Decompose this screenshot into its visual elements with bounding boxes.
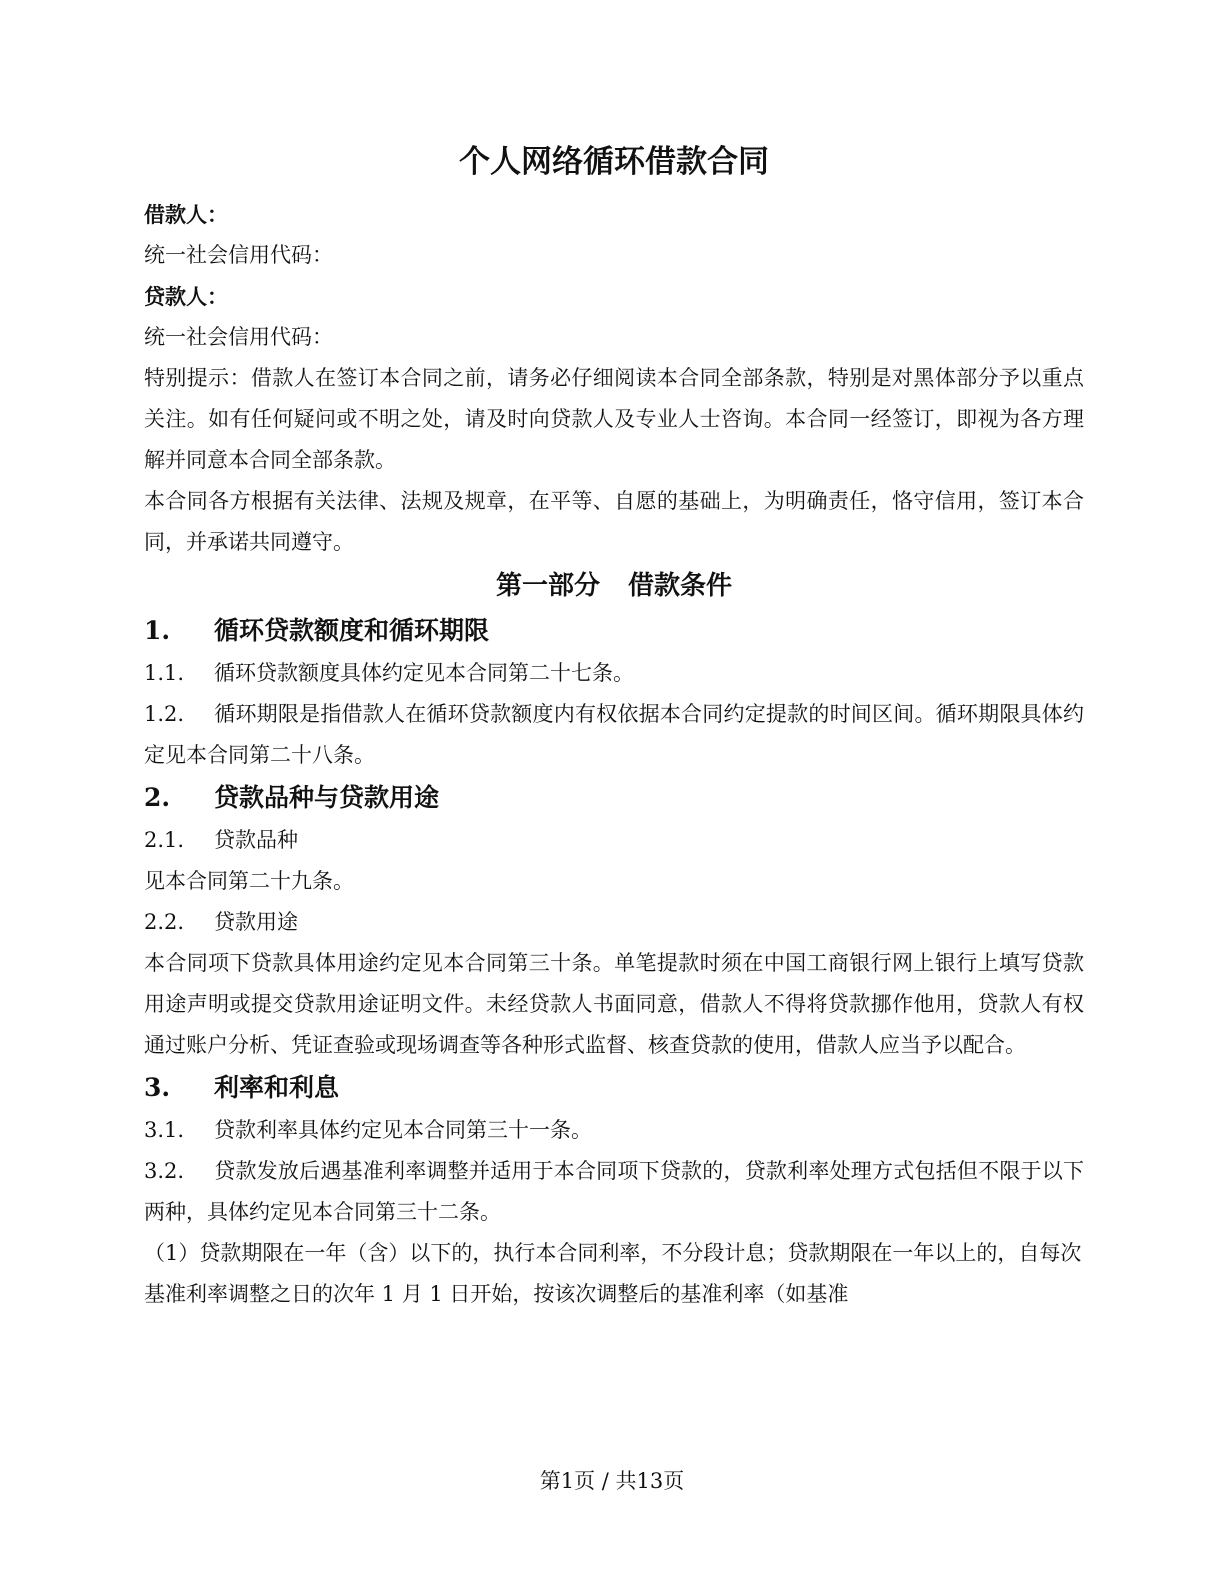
clause-2-1 <box>144 820 1084 861</box>
clause-1-2-text: 循环期限是指借款人在循环贷款额度内有权依据本合同约定提款的时间区间。循环期限具体约定见本合同第二十八条。 <box>144 702 1084 767</box>
lender-label: 贷款人： <box>144 284 228 309</box>
borrower-credit-code-label: 统一社会信用代码： <box>144 243 333 267</box>
clause-1-1-number: 1.1. <box>144 661 185 685</box>
clause-3-2 <box>144 1151 1084 1233</box>
section-1-number: 1. <box>144 616 171 645</box>
clause-3-1 <box>144 1110 1084 1151</box>
section-3-title: 利率和利息 <box>214 1073 340 1102</box>
part-one-heading <box>144 563 1084 609</box>
lender-credit-code-label: 统一社会信用代码： <box>144 325 333 349</box>
page-footer <box>0 1466 1224 1496</box>
page-number-prefix: 第 <box>539 1469 561 1493</box>
document-body <box>144 194 1084 1315</box>
clause-1-2-number: 1.2. <box>144 702 185 726</box>
clause-1-2 <box>144 694 1084 776</box>
clause-1-1 <box>144 653 1084 694</box>
clause-1-1-text: 循环贷款额度具体约定见本合同第二十七条。 <box>214 661 634 685</box>
section-1-title: 循环贷款额度和循环期限 <box>214 616 490 645</box>
part-one-label: 第一部分 <box>495 571 600 601</box>
clause-3-1-number: 3.1. <box>144 1118 185 1142</box>
clause-2-2-body: 本合同项下贷款具体用途约定见本合同第三十条。单笔提款时须在中国工商银行网上银行上填写贷款用途声明或提交贷款用途证明文件。未经贷款人书面同意，借款人不得将贷款挪作他用，贷款人有权通过账户分析、凭证查验或现场调查等各种形式监督、核查贷款的使用，借款人应当予以配合。 <box>144 951 1084 1057</box>
borrower-label: 借款人： <box>144 202 228 227</box>
clause-2-1-number: 2.1. <box>144 828 185 852</box>
clause-3-1-text: 贷款利率具体约定见本合同第三十一条。 <box>214 1118 592 1142</box>
special-notice: 特别提示：借款人在签订本合同之前，请务必仔细阅读本合同全部条款，特别是对黑体部分予以重点关注。如有任何疑问或不明之处，请及时向贷款人及专业人士咨询。本合同一经签订，即视为各方理解并同意本合同全部条款。 <box>144 366 1084 472</box>
clause-3-2-item-1: （1）贷款期限在一年（含）以下的，执行本合同利率，不分段计息；贷款期限在一年以上的，自每次基准利率调整之日的次年 1 月 1 日开始，按该次调整后的基准利率（如基准 <box>144 1241 1082 1306</box>
page-number: 1 <box>560 1469 575 1493</box>
clause-2-1-title: 贷款品种 <box>214 828 298 852</box>
section-1-heading <box>144 609 1084 653</box>
section-3-number: 3. <box>144 1073 171 1102</box>
clause-3-2-number: 3.2. <box>144 1159 185 1183</box>
section-3-heading <box>144 1066 1084 1110</box>
section-2-heading <box>144 776 1084 820</box>
page-number-suffix: 页 <box>574 1469 596 1493</box>
total-pages-prefix: / 共 <box>601 1469 637 1493</box>
part-one-title: 借款条件 <box>628 571 733 601</box>
total-pages: 13 <box>636 1469 664 1493</box>
section-2-number: 2. <box>144 783 171 812</box>
preamble: 本合同各方根据有关法律、法规及规章，在平等、自愿的基础上，为明确责任，恪守信用，签订本合同，并承诺共同遵守。 <box>144 489 1084 554</box>
clause-2-2-number: 2.2. <box>144 910 185 934</box>
clause-2-2-title: 贷款用途 <box>214 910 298 934</box>
clause-3-2-text: 贷款发放后遇基准利率调整并适用于本合同项下贷款的，贷款利率处理方式包括但不限于以下两种，具体约定见本合同第三十二条。 <box>144 1159 1084 1224</box>
clause-2-1-body: 见本合同第二十九条。 <box>144 869 354 893</box>
clause-2-2 <box>144 902 1084 943</box>
total-pages-suffix: 页 <box>663 1469 685 1493</box>
document-title: 个人网络循环借款合同 <box>459 144 769 180</box>
section-2-title: 贷款品种与贷款用途 <box>214 783 440 812</box>
